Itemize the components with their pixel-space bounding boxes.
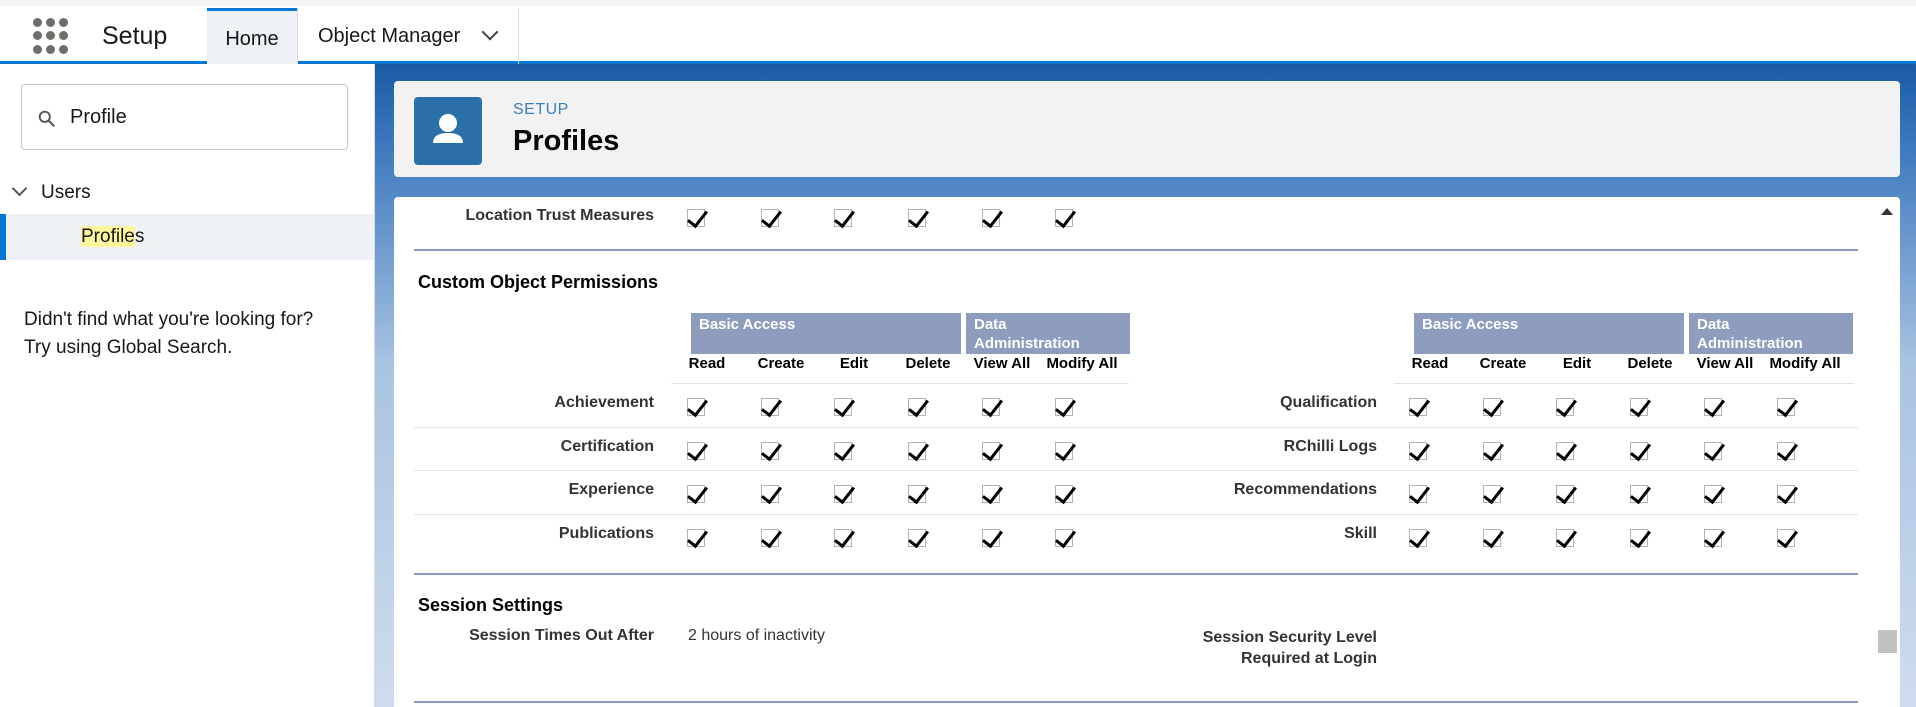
group-header-data-line-1: Data bbox=[974, 316, 1007, 333]
checkbox bbox=[1055, 398, 1073, 416]
group-header-data-administration bbox=[966, 313, 1130, 354]
row-label-location-trust-measures: Location Trust Measures bbox=[465, 207, 654, 224]
checkbox bbox=[834, 485, 852, 503]
column-header-view-all: View All bbox=[973, 355, 1031, 372]
checkbox bbox=[1630, 398, 1648, 416]
checkbox bbox=[1556, 485, 1574, 503]
checkbox bbox=[687, 209, 705, 227]
global-header bbox=[0, 0, 1916, 64]
column-header-edit: Edit bbox=[1562, 355, 1592, 372]
page-title: Profiles bbox=[513, 125, 620, 157]
checkbox bbox=[982, 398, 1000, 416]
checkbox bbox=[761, 398, 779, 416]
scroll-up-arrow-icon[interactable] bbox=[1881, 208, 1893, 215]
section-title-session-settings: Session Settings bbox=[418, 595, 564, 615]
checkbox bbox=[1483, 442, 1501, 460]
column-header-read: Read bbox=[1411, 355, 1449, 372]
checkbox bbox=[982, 442, 1000, 460]
tree-node-users-label: Users bbox=[41, 182, 91, 203]
object-label-achievement: Achievement bbox=[554, 394, 654, 411]
checkbox bbox=[1055, 442, 1073, 460]
row-divider bbox=[414, 514, 1858, 515]
object-label-qualification: Qualification bbox=[1280, 394, 1377, 411]
checkbox bbox=[1630, 529, 1648, 547]
checkbox bbox=[1483, 529, 1501, 547]
column-header-delete: Delete bbox=[905, 355, 951, 372]
checkbox bbox=[982, 209, 1000, 227]
group-header-basic-access: Basic Access bbox=[691, 313, 961, 354]
checkbox bbox=[834, 529, 852, 547]
checkbox bbox=[1483, 485, 1501, 503]
not-found-line-1: Didn't find what you're looking for? bbox=[24, 309, 314, 330]
checkbox bbox=[908, 398, 926, 416]
object-label-publications: Publications bbox=[558, 525, 654, 542]
column-header-create: Create bbox=[1479, 355, 1527, 372]
chevron-down-icon[interactable] bbox=[482, 24, 499, 41]
row-divider bbox=[414, 470, 1858, 471]
checkbox bbox=[1409, 485, 1427, 503]
checkbox bbox=[1409, 442, 1427, 460]
field-label-session-security-line-1: Session Security Level bbox=[1202, 629, 1377, 646]
vertical-scrollbar[interactable] bbox=[1874, 197, 1900, 707]
profile-detail-content bbox=[394, 197, 1900, 707]
checkbox bbox=[908, 529, 926, 547]
field-label-session-security-line-2: Required at Login bbox=[1241, 650, 1377, 667]
checkbox bbox=[1704, 529, 1722, 547]
object-label-experience: Experience bbox=[568, 481, 654, 498]
tab-object-manager-label: Object Manager bbox=[318, 25, 461, 47]
page-eyebrow: SETUP bbox=[513, 101, 569, 118]
search-highlight: Profile bbox=[81, 226, 135, 247]
not-found-message bbox=[24, 306, 313, 362]
column-header-delete: Delete bbox=[1627, 355, 1673, 372]
column-header-view-all: View All bbox=[1696, 355, 1754, 372]
checkbox bbox=[1704, 485, 1722, 503]
group-header-data-line-2: Administration bbox=[1697, 335, 1803, 352]
object-label-recommendations: Recommendations bbox=[1233, 481, 1377, 498]
checkbox bbox=[908, 485, 926, 503]
tree-node-profiles-label-rest: s bbox=[134, 226, 145, 247]
tree-node-profiles-label[interactable] bbox=[81, 226, 144, 248]
row-divider bbox=[414, 427, 1858, 428]
main-area bbox=[375, 64, 1916, 707]
tree-node-users[interactable] bbox=[14, 182, 91, 204]
checkbox bbox=[1055, 209, 1073, 227]
user-profile-icon bbox=[414, 97, 482, 165]
checkbox bbox=[687, 529, 705, 547]
search-icon bbox=[38, 110, 55, 127]
checkbox bbox=[687, 398, 705, 416]
checkbox bbox=[1777, 398, 1795, 416]
field-label-session-security-level bbox=[1134, 627, 1377, 669]
checkbox bbox=[1409, 398, 1427, 416]
quick-find-search[interactable] bbox=[21, 84, 348, 150]
checkbox bbox=[1777, 529, 1795, 547]
object-label-skill: Skill bbox=[1344, 525, 1377, 542]
page-header bbox=[394, 81, 1900, 177]
tab-home[interactable]: Home bbox=[207, 8, 297, 64]
checkbox bbox=[1483, 398, 1501, 416]
checkbox bbox=[1630, 485, 1648, 503]
quick-find-input[interactable] bbox=[70, 103, 330, 131]
checkbox bbox=[834, 442, 852, 460]
tree-node-profiles[interactable] bbox=[0, 214, 374, 260]
section-divider bbox=[414, 701, 1858, 703]
chevron-down-icon[interactable] bbox=[12, 181, 28, 197]
column-header-create: Create bbox=[757, 355, 805, 372]
checkbox bbox=[761, 529, 779, 547]
checkbox bbox=[1777, 485, 1795, 503]
checkbox bbox=[908, 209, 926, 227]
column-header-read: Read bbox=[688, 355, 726, 372]
column-header-modify-all: Modify All bbox=[1769, 355, 1841, 372]
object-label-rchilli-logs: RChilli Logs bbox=[1283, 438, 1377, 455]
checkbox bbox=[1777, 442, 1795, 460]
checkbox bbox=[1556, 529, 1574, 547]
checkbox bbox=[1055, 485, 1073, 503]
checkbox bbox=[982, 485, 1000, 503]
checkbox bbox=[1055, 529, 1073, 547]
field-value-session-timeout: 2 hours of inactivity bbox=[688, 627, 825, 644]
row-divider bbox=[671, 383, 1129, 384]
checkbox bbox=[761, 442, 779, 460]
checkbox bbox=[908, 442, 926, 460]
not-found-line-2: Try using Global Search. bbox=[24, 337, 233, 358]
checkbox bbox=[1630, 442, 1648, 460]
scrollbar-thumb[interactable] bbox=[1878, 630, 1897, 653]
checkbox bbox=[834, 398, 852, 416]
checkbox bbox=[1556, 442, 1574, 460]
group-header-data-line-2: Administration bbox=[974, 335, 1080, 352]
checkbox bbox=[761, 485, 779, 503]
section-title-custom-object-permissions: Custom Object Permissions bbox=[418, 272, 659, 292]
checkbox bbox=[687, 442, 705, 460]
app-launcher-icon[interactable] bbox=[33, 18, 69, 54]
checkbox bbox=[687, 485, 705, 503]
checkbox bbox=[982, 529, 1000, 547]
group-header-basic-access: Basic Access bbox=[1414, 313, 1684, 354]
field-label-session-timeout: Session Times Out After bbox=[469, 627, 654, 644]
column-header-modify-all: Modify All bbox=[1046, 355, 1118, 372]
group-header-data-administration bbox=[1689, 313, 1853, 354]
section-divider bbox=[414, 573, 1858, 575]
checkbox bbox=[1704, 442, 1722, 460]
checkbox bbox=[1409, 529, 1427, 547]
section-divider bbox=[414, 249, 1858, 251]
checkbox bbox=[1556, 398, 1574, 416]
app-name: Setup bbox=[102, 22, 168, 50]
row-divider bbox=[1394, 383, 1854, 384]
checkbox bbox=[1704, 398, 1722, 416]
setup-sidebar bbox=[0, 64, 375, 707]
checkbox bbox=[761, 209, 779, 227]
object-label-certification: Certification bbox=[560, 438, 654, 455]
checkbox bbox=[834, 209, 852, 227]
column-header-edit: Edit bbox=[839, 355, 869, 372]
group-header-data-line-1: Data bbox=[1697, 316, 1730, 333]
tab-object-manager[interactable] bbox=[297, 8, 519, 64]
